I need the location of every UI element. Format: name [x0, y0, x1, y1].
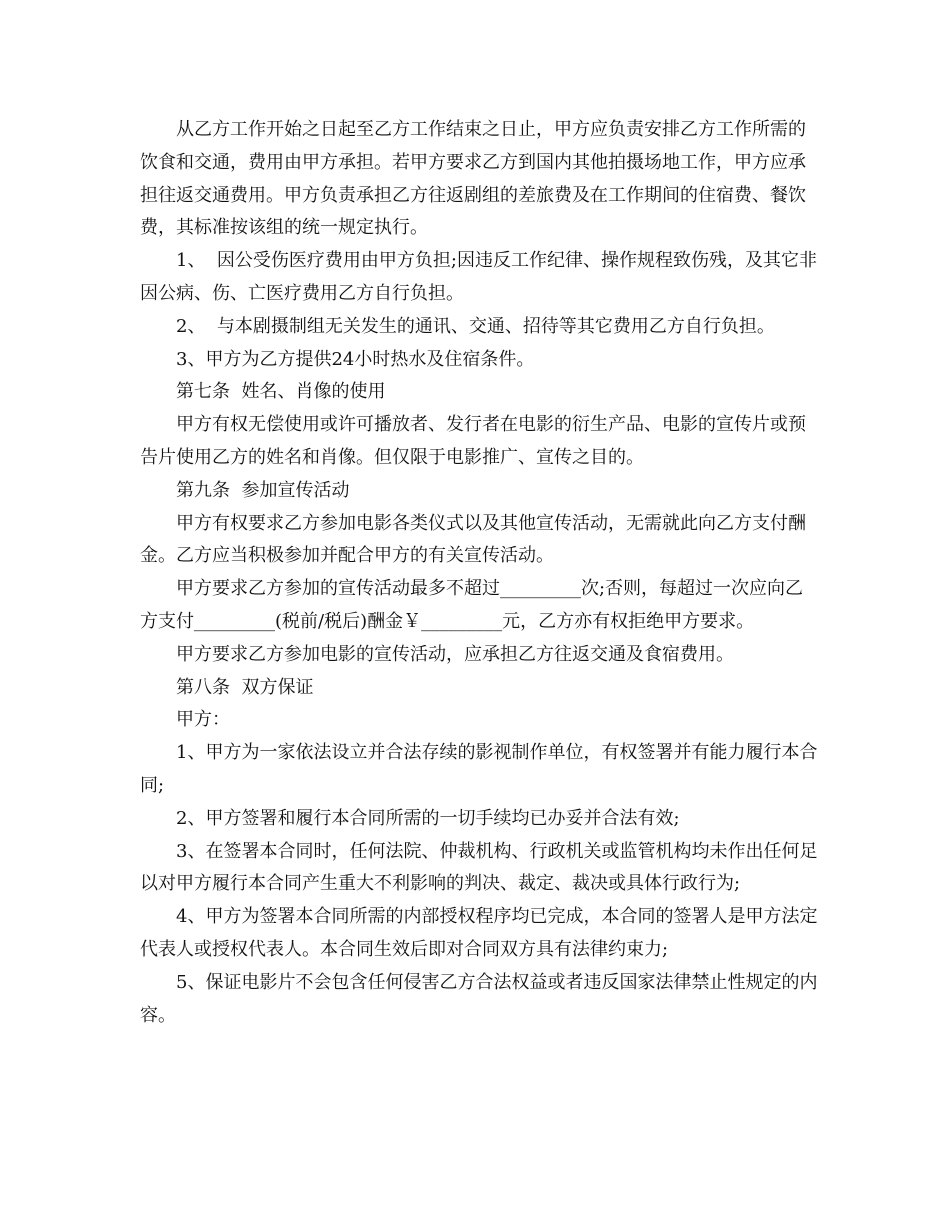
paragraph-expenses: 从乙方工作开始之日起至乙方工作结束之日止，甲方应负责安排乙方工作所需的饮食和交通，费用由甲方承担。若甲方要求乙方到国内其他拍摄场地工作，甲方应承担往返交通费用。甲方负责承担乙方往返剧组的差旅费及在工作期间的住宿费、餐饮费，其标准按该组的统一规定执行。 — [140, 119, 806, 239]
paragraph-promotion-duty: 甲方有权要求乙方参加电影各类仪式以及其他宣传活动，无需就此向乙方支付酬金。乙方应当积极参加并配合甲方的有关宣传活动。 — [140, 512, 806, 567]
warranty-item-3: 3、在签署本合同时，任何法院、仲裁机构、行政机关或监管机构均未作出任何足以对甲方履行本合同产生重大不利影响的判决、裁定、裁决或具体行政行为; — [140, 840, 818, 895]
warranty-item-1: 1、甲方为一家依法设立并合法存续的影视制作单位，有权签署并有能力履行本合同; — [140, 742, 818, 796]
warranty-item-5: 5、保证电影片不会包含任何侵害乙方合法权益或者违反国家法律禁止性规定的内容。 — [140, 971, 818, 1026]
section-heading-article-7: 第七条 姓名、肖像的使用 — [176, 381, 386, 403]
paragraph-item-1-medical: 1、 因公受伤医疗费用由甲方负担;因违反工作纪律、操作规程致伤残，及其它非因公病、伤、亡医疗费用乙方自行负担。 — [140, 250, 817, 304]
section-heading-article-9: 第九条 参加宣传活动 — [176, 479, 350, 501]
paragraph-item-3-accommodation: 3、甲方为乙方提供24小时热水及住宿条件。 — [176, 348, 535, 370]
paragraph-name-portrait-use: 甲方有权无偿使用或许可播放者、发行者在电影的衍生产品、电影的宣传片或预告片使用乙方的姓名和肖像。但仅限于电影推广、宣传之目的。 — [140, 414, 806, 468]
paragraph-promotion-costs: 甲方要求乙方参加电影的宣传活动，应承担乙方往返交通及食宿费用。 — [176, 643, 734, 665]
document-body — [140, 114, 820, 1032]
warranty-item-2: 2、甲方签署和履行本合同所需的一切手续均已办妥并合法有效; — [176, 807, 680, 829]
paragraph-promotion-limit: 甲方要求乙方参加的宣传活动最多不超过_________次;否则，每超过一次应向乙方支付_________(税前/税后)酬金￥_________元，乙方亦有权拒绝甲方要求。 — [140, 578, 804, 632]
party-a-label: 甲方： — [176, 709, 230, 731]
warranty-item-4: 4、甲方为签署本合同所需的内部授权程序均已完成，本合同的签署人是甲方法定代表人或授权代表人。本合同生效后即对合同双方具有法律约束力; — [140, 906, 818, 960]
paragraph-item-2-other-costs: 2、 与本剧摄制组无关发生的通讯、交通、招待等其它费用乙方自行负担。 — [176, 315, 775, 337]
section-heading-article-8: 第八条 双方保证 — [176, 676, 314, 698]
